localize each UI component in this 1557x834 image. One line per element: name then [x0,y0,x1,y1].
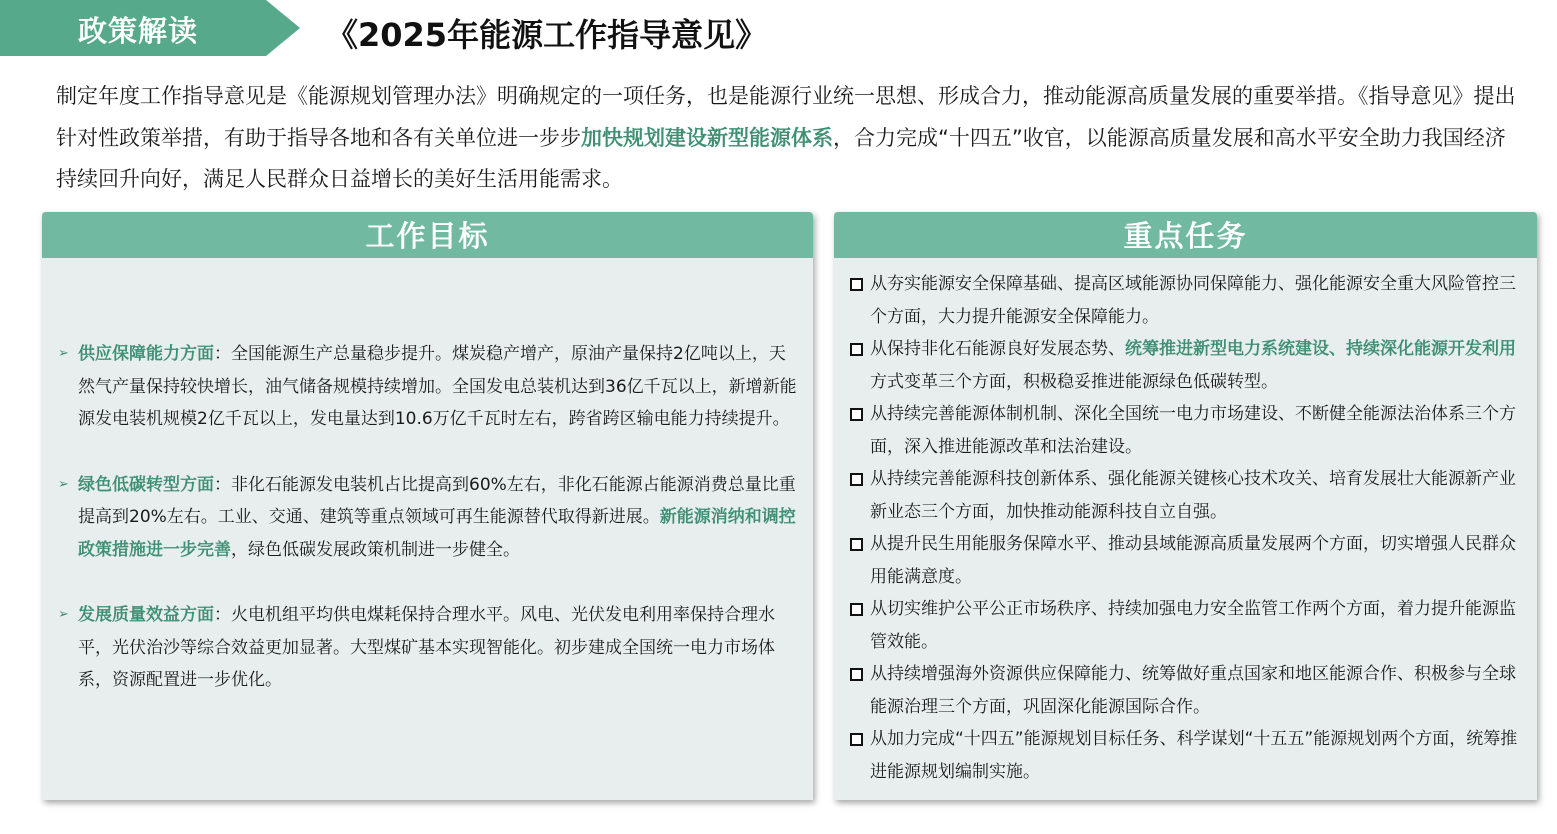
goal-text-2: ，绿色低碳发展政策机制进一步健全。 [231,539,520,560]
task-item [848,658,1528,723]
task-text: 从提升民生用能服务保障水平、推动县域能源高质量发展两个方面，切实增强人民群众用能满意度。 [870,534,1516,587]
goal-title: 绿色低碳转型方面 [78,474,214,495]
intro-text-2: ，合力完成“十四五”收官，以能源高质量发展和高水平安全助力我国经济持续回升向好，满足人民群众日益增长的美好生活用能需求。 [56,125,1506,191]
task-item [848,333,1528,398]
goals-list [58,338,800,697]
goal-text: ：非化石能源发电装机占比提高到60%左右，非化石能源占能源消费总量比重提高到20%左右。工业、交通、建筑等重点领域可再生能源替代取得新进展。 [78,474,796,527]
goal-item [58,469,800,567]
square-bullet-icon [850,538,863,551]
task-text: 从加力完成“十四五”能源规划目标任务、科学谋划“十五五”能源规划两个方面，统筹推进能源规划编制实施。 [870,729,1518,782]
task-item [848,593,1528,658]
task-text: 从夯实能源安全保障基础、提高区域能源协同保障能力、强化能源安全重大风险管控三个方面，大力提升能源安全保障能力。 [870,274,1516,327]
square-bullet-icon [850,343,863,356]
arrow-bullet-icon: ➢ [58,346,69,361]
tasks-panel-title: 重点任务 [834,212,1537,258]
goal-text: ：火电机组平均供电煤耗保持合理水平。风电、光伏发电利用率保持合理水平，光伏治沙等综合效益更加显著。大型煤矿基本实现智能化。初步建成全国统一电力市场体系，资源配置进一步优化。 [78,605,775,690]
goal-title: 发展质量效益方面 [78,605,214,625]
intro-highlight: 加快规划建设新型能源体系 [581,125,833,150]
square-bullet-icon [850,278,863,291]
arrow-bullet-icon: ➢ [58,476,69,492]
task-item [848,723,1528,788]
task-highlight: 统筹推进新型电力系统建设、持续深化能源开发利用 [1125,339,1516,359]
square-bullet-icon [850,408,863,421]
goal-highlight: 新能源消纳和调控政策措施进一步完善 [78,507,796,560]
goal-text: ：全国能源生产总量稳步提升。煤炭稳产增产，原油产量保持2亿吨以上，天然气产量保持较快增长，油气储备规模持续增加。全国发电总装机达到36亿千瓦以上，新增新能源发电装机规模2亿千瓦以上，发电量达到10.6万亿千瓦时左右，跨省跨区输电能力持续提升。 [78,344,797,429]
task-text: 从持续完善能源科技创新体系、强化能源关键核心技术攻关、培育发展壮大能源新产业新业态三个方面，加快推动能源科技自立自强。 [870,469,1516,522]
intro-paragraph [56,76,1526,201]
section-tag-label: 政策解读 [78,14,199,48]
square-bullet-icon [850,473,863,486]
page-title: 《2025年能源工作指导意见》 [326,16,768,54]
task-item [848,463,1528,528]
goal-item [58,338,800,436]
task-text: 从持续增强海外资源供应保障能力、统筹做好重点国家和地区能源合作、积极参与全球能源治理三个方面，巩固深化能源国际合作。 [870,664,1516,717]
square-bullet-icon [850,603,863,616]
square-bullet-icon [850,668,863,681]
square-bullet-icon [850,733,863,746]
goal-item [58,599,800,697]
tasks-panel [834,212,1537,800]
goals-panel-title: 工作目标 [42,212,813,258]
task-text-2: 方式变革三个方面，积极稳妥推进能源绿色低碳转型。 [870,371,1278,392]
task-text: 从保持非化石能源良好发展态势、 [870,339,1125,359]
arrow-bullet-icon: ➢ [58,607,69,622]
task-item [848,268,1528,333]
intro-text-1: 制定年度工作指导意见是《能源规划管理办法》明确规定的一项任务，也是能源行业统一思想、形成合力，推动能源高质量发展的重要举措。《指导意见》提出针对性政策举措，有助于指导各地和各有关单位进一步步 [56,84,1516,150]
task-text: 从切实维护公平公正市场秩序、持续加强电力安全监管工作两个方面，着力提升能源监管效能。 [870,599,1516,652]
tasks-list [848,268,1528,788]
task-item [848,528,1528,593]
goals-panel [42,212,813,800]
task-text: 从持续完善能源体制机制、深化全国统一电力市场建设、不断健全能源法治体系三个方面，深入推进能源改革和法治建设。 [870,404,1516,457]
goal-title: 供应保障能力方面 [78,344,214,364]
task-item [848,398,1528,463]
